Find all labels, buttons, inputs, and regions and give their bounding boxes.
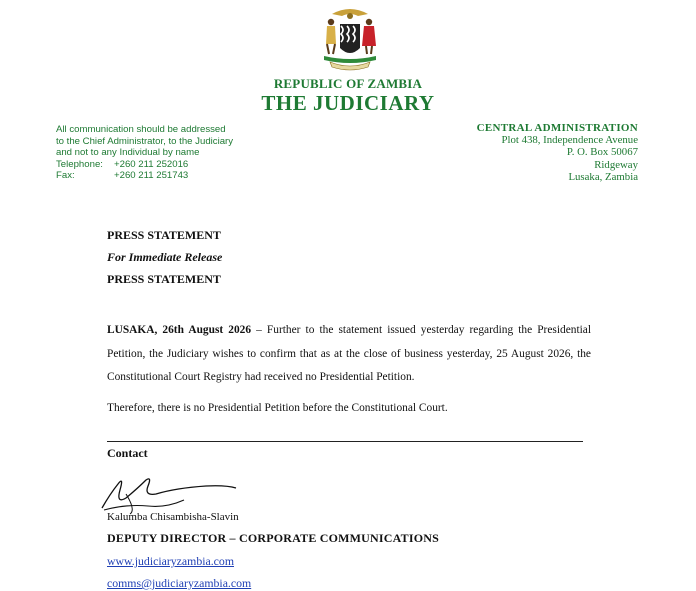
website-link[interactable]: www.judiciaryzambia.com: [107, 554, 234, 568]
press-statement-heading: PRESS STATEMENT: [107, 272, 221, 286]
signature-icon: [96, 464, 246, 516]
coat-of-arms-icon: [314, 4, 386, 74]
fax-label: Fax:: [56, 170, 75, 181]
email-link[interactable]: comms@judiciaryzambia.com: [107, 576, 252, 590]
fax-row: [56, 170, 233, 182]
statement-paragraph-2: Therefore, there is no Presidential Petition before the Constitutional Court.: [107, 402, 448, 414]
central-administration-address: [477, 122, 638, 183]
republic-heading: REPUBLIC OF ZAMBIA: [273, 76, 423, 91]
telephone-number: +260 211 252016: [114, 158, 189, 170]
address-line: Lusaka, Zambia: [568, 170, 638, 183]
statement-paragraph: [107, 319, 591, 390]
signatory-title: DEPUTY DIRECTOR – CORPORATE COMMUNICATIONS: [107, 531, 439, 545]
fax-number: +260 211 251743: [114, 170, 189, 181]
note-line: to the Chief Administrator, to the Judiciary: [56, 135, 234, 147]
address-line: Plot 438, Independence Avenue: [501, 134, 638, 147]
statement-text: – Further to the statement issued yesterday regarding the Presidential Petition, the Judiciary wishes to confirm that as at the close of business yesterday, 25 August 2026, the Constitutional Court Registry had received no Presidential Petition.: [107, 324, 591, 383]
institution-title: THE JUDICIARY: [261, 91, 435, 115]
address-line: P. O. Box 50067: [566, 146, 638, 159]
communication-note: [56, 124, 233, 182]
press-statement-heading: PRESS STATEMENT: [107, 228, 221, 242]
immediate-release-label: For Immediate Release: [107, 250, 223, 264]
divider: [107, 441, 583, 442]
dateline: LUSAKA, 26th August 2026: [107, 324, 252, 336]
address-line: Ridgeway: [594, 158, 638, 171]
telephone-row: [56, 159, 233, 171]
contact-label: Contact: [107, 446, 148, 460]
telephone-label: Telephone:: [56, 158, 103, 170]
note-line: All communication should be addressed: [56, 124, 226, 135]
note-line: and not to any Individual by name: [56, 147, 200, 158]
address-heading: CENTRAL ADMINISTRATION: [476, 122, 638, 134]
signatory-name: Kalumba Chisambisha-Slavin: [107, 511, 239, 523]
